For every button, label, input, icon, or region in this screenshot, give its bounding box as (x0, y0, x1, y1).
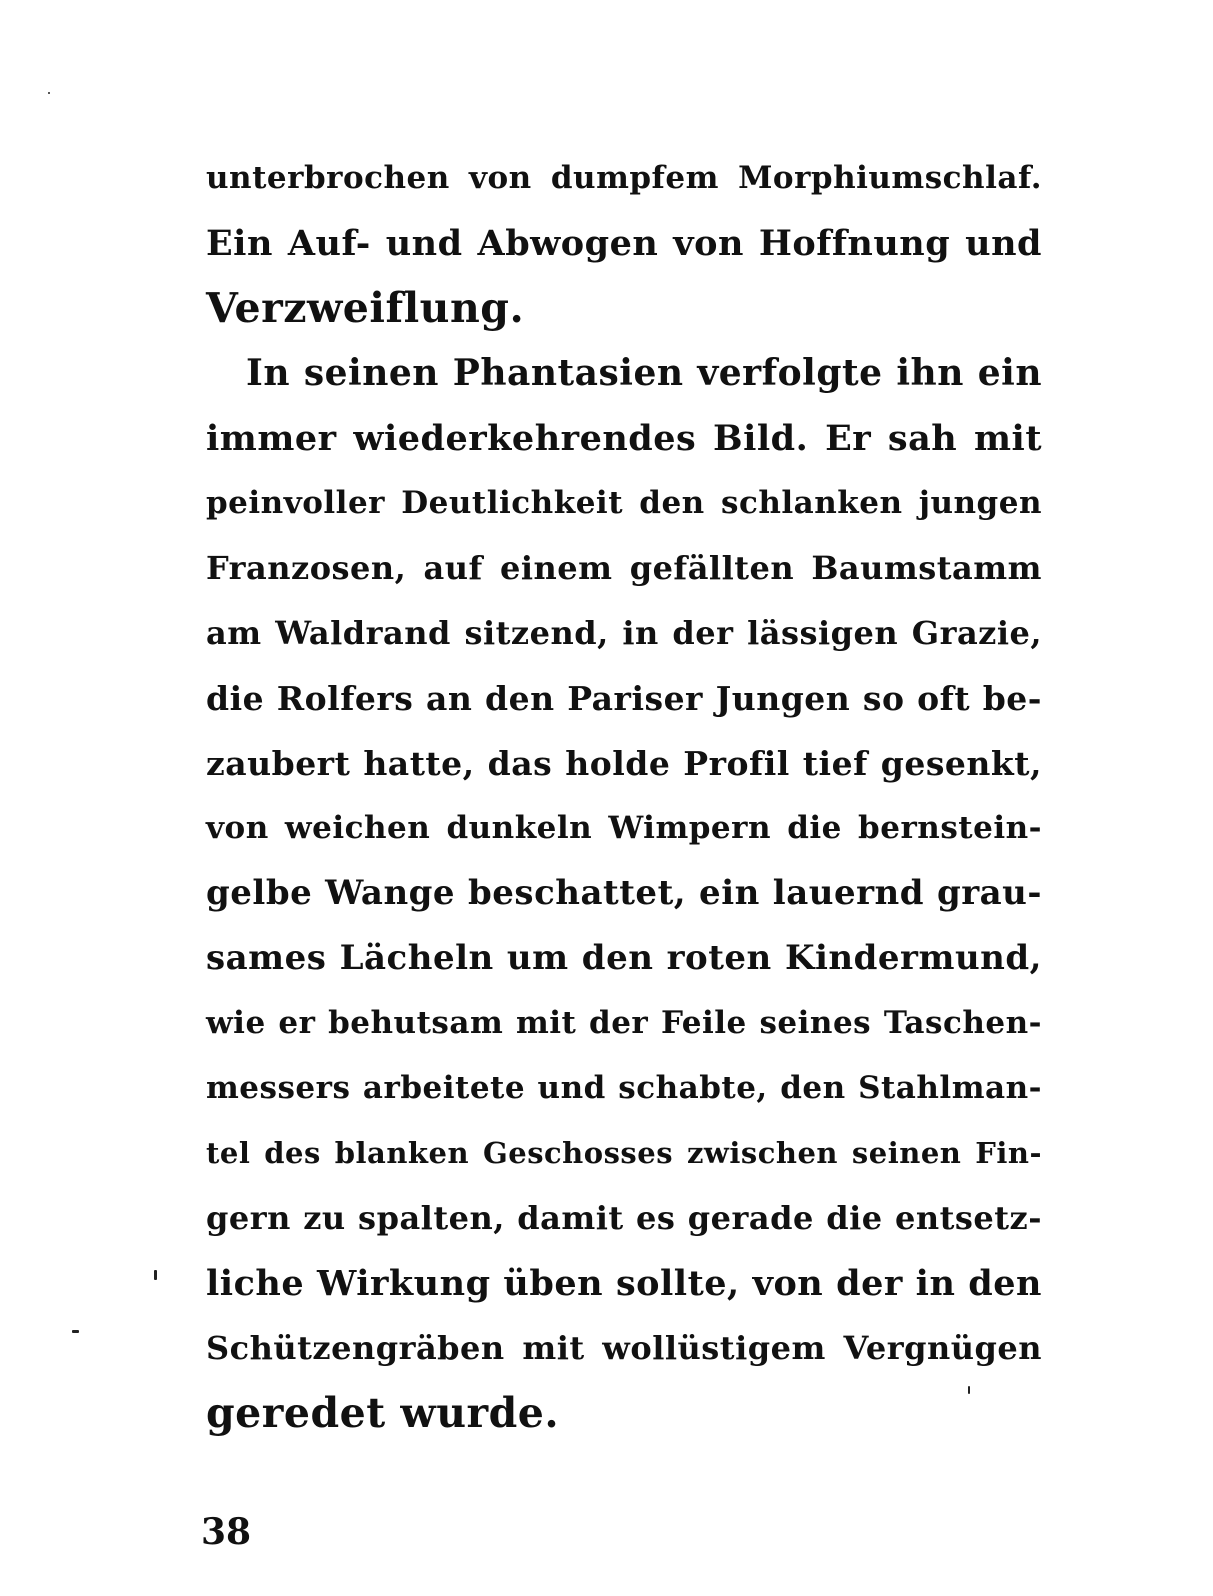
text-line: am Waldrand sitzend, in der lässigen Grazie, (206, 614, 1042, 652)
text-line: gelbe Wange beschattet, ein lauernd grau- (206, 873, 1042, 913)
text-line: wie er behutsam mit der Feile seines Taschen- (206, 1005, 1042, 1041)
text-line: gern zu spalten, damit es gerade die entsetz- (206, 1199, 1042, 1237)
text-line: liche Wirkung üben sollte, von der in den (206, 1263, 1042, 1304)
body-text (206, 146, 1042, 1446)
text-line: unterbrochen von dumpfem Morphiumschlaf. (206, 160, 1042, 196)
text-line: In seinen Phantasien verfolgte ihn ein (246, 352, 1042, 394)
text-line: Ein Auf- und Abwogen von Hoffnung und (206, 223, 1042, 264)
scan-speck (154, 1270, 157, 1280)
text-line: tel des blanken Geschosses zwischen seinen Fin- (206, 1136, 1042, 1170)
scan-speck (48, 92, 50, 94)
text-line: Verzweiflung. (206, 284, 525, 332)
text-line: Schützengräben mit wollüstigem Vergnügen (206, 1329, 1042, 1367)
page-number: 38 (201, 1511, 252, 1553)
text-line: messers arbeitete und schabte, den Stahlman- (206, 1070, 1042, 1106)
scan-speck (72, 1330, 79, 1333)
text-line: von weichen dunkeln Wimpern die bernstein- (206, 810, 1042, 846)
scan-speck (968, 1386, 970, 1394)
text-line: sames Lächeln um den roten Kindermund, (206, 938, 1042, 978)
text-line: peinvoller Deutlichkeit den schlanken jungen (206, 485, 1042, 521)
text-line: zaubert hatte, das holde Profil tief gesenkt, (206, 744, 1042, 783)
text-line: immer wiederkehrendes Bild. Er sah mit (206, 418, 1042, 459)
text-line: Franzosen, auf einem gefällten Baumstamm (206, 549, 1042, 587)
text-line: geredet wurde. (206, 1389, 560, 1437)
text-line: die Rolfers an den Pariser Jungen so oft be- (206, 679, 1042, 718)
